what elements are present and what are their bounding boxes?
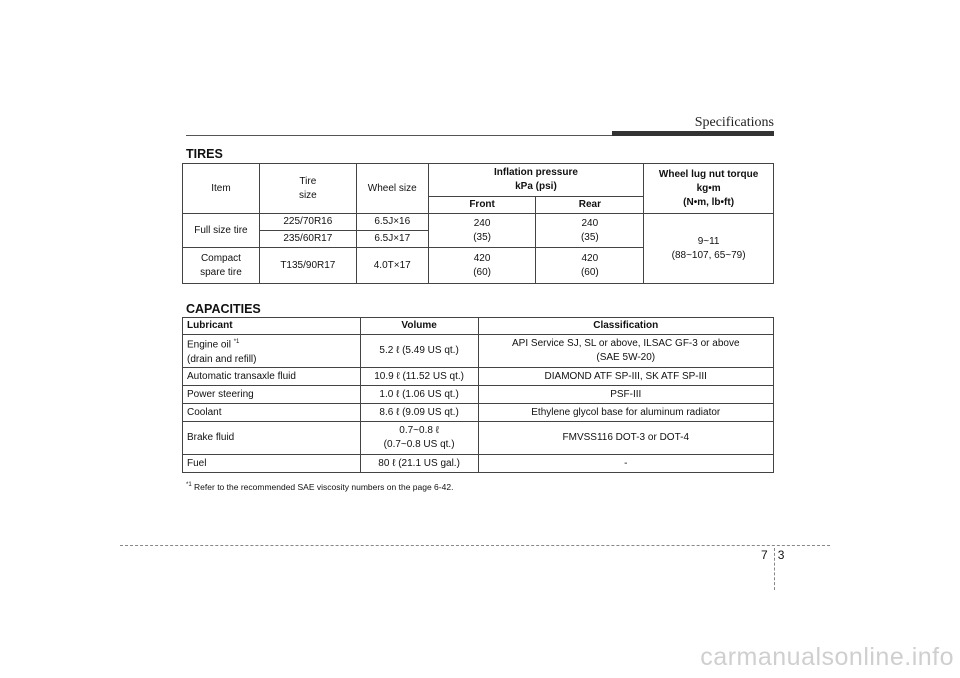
engine-oil-label (183, 335, 361, 368)
compact-wheel: 4.0T×17 (356, 248, 428, 284)
full-size-rear-psi: (35) (580, 231, 599, 243)
fuel-volume: 80 ℓ (21.1 US gal.) (360, 455, 478, 473)
cap-row-lubricant: Automatic transaxle fluid (183, 368, 361, 386)
footnote-text: Refer to the recommended SAE viscosity numbers on the page 6-42. (194, 482, 454, 492)
full-size-front-psi: (35) (473, 231, 491, 243)
cap-row-classification: PSF-III (478, 386, 773, 404)
cap-row-volume: 10.9 ℓ (11.52 US qt.) (360, 368, 478, 386)
compact-label (183, 248, 260, 284)
header-bar (612, 131, 774, 136)
capacities-table (182, 317, 774, 473)
cap-row-lubricant: Coolant (183, 404, 361, 422)
compact-label-line2: spare tire (200, 266, 242, 278)
header-inflation-line2: kPa (psi) (515, 181, 557, 192)
tires-section-title: TIRES (186, 147, 223, 161)
header-tire-size (259, 164, 356, 214)
header-title: Specifications (694, 115, 774, 130)
fuel-classification: - (478, 455, 773, 473)
full-size-tire-1: 225/70R16 (259, 214, 356, 231)
header-tire-size-line2: size (298, 189, 317, 201)
engine-oil-label-line2: (drain and refill) (187, 353, 257, 365)
compact-front-psi: (60) (473, 266, 491, 278)
cap-row-volume: 8.6 ℓ (9.09 US qt.) (360, 404, 478, 422)
compact-front (428, 248, 536, 284)
compact-rear-psi: (60) (580, 266, 599, 278)
page-number-value: 3 (777, 548, 785, 562)
header-item: Item (183, 164, 260, 214)
cap-header-classification: Classification (478, 318, 773, 335)
torque-value (644, 214, 774, 284)
capacities-section-title: CAPACITIES (186, 302, 261, 316)
engine-oil-volume: 5.2 ℓ (5.49 US qt.) (360, 335, 478, 368)
cap-row-volume: 1.0 ℓ (1.06 US qt.) (360, 386, 478, 404)
full-size-front (428, 214, 536, 248)
full-size-label: Full size tire (183, 214, 260, 248)
engine-oil-class-line2: (SAE 5W-20) (596, 352, 656, 363)
page-divider (120, 545, 830, 546)
engine-oil-classification (478, 335, 773, 368)
tires-table (182, 163, 774, 284)
brake-fluid-volume-line1: 0.7~0.8 ℓ (399, 425, 439, 436)
header-rear: Rear (536, 197, 644, 214)
torque-value-line2: (88~107, 65~79) (671, 249, 746, 261)
brake-fluid-label: Brake fluid (183, 422, 361, 455)
brake-fluid-volume-line2: (0.7~0.8 US qt.) (383, 439, 455, 450)
cap-row-lubricant: Power steering (183, 386, 361, 404)
engine-oil-class-line1: API Service SJ, SL or above, ILSAC GF-3 or above (512, 338, 740, 349)
header-torque (644, 164, 774, 214)
watermark: carmanualsonline.info (700, 643, 954, 671)
full-size-rear (536, 214, 644, 248)
cap-row-classification: DIAMOND ATF SP-III, SK ATF SP-III (478, 368, 773, 386)
torque-value-line1: 9~11 (697, 235, 720, 247)
compact-front-kpa: 420 (473, 252, 491, 264)
header-front: Front (428, 197, 536, 214)
cap-row-classification: Ethylene glycol base for aluminum radiator (478, 404, 773, 422)
compact-rear-kpa: 420 (581, 252, 599, 264)
header-inflation-line1: Inflation pressure (494, 167, 578, 178)
compact-tire: T135/90R17 (259, 248, 356, 284)
page-number (761, 548, 784, 562)
full-size-wheel-2: 6.5J×17 (356, 231, 428, 248)
full-size-tire-2: 235/60R17 (259, 231, 356, 248)
header-wheel-size: Wheel size (356, 164, 428, 214)
compact-rear (536, 248, 644, 284)
engine-oil-footnote-marker: *1 (233, 339, 240, 346)
full-size-wheel-1: 6.5J×16 (356, 214, 428, 231)
header-torque-line2: (N•m, lb•ft) (683, 196, 735, 208)
footnote (186, 482, 453, 492)
page-chapter: 7 (761, 548, 768, 562)
fuel-label: Fuel (183, 455, 361, 473)
brake-fluid-classification: FMVSS116 DOT-3 or DOT-4 (478, 422, 773, 455)
compact-label-line1: Compact (200, 252, 241, 264)
footnote-marker: *1 (186, 482, 192, 489)
engine-oil-label-line1: Engine oil (187, 339, 231, 351)
header-inflation (428, 164, 644, 197)
cap-header-volume: Volume (360, 318, 478, 335)
full-size-front-kpa: 240 (473, 217, 491, 229)
header-torque-line1: Wheel lug nut torque kg•m (658, 168, 759, 194)
header-tire-size-line1: Tire (299, 175, 317, 187)
cap-header-lubricant: Lubricant (183, 318, 361, 335)
brake-fluid-volume (360, 422, 478, 455)
full-size-rear-kpa: 240 (581, 217, 599, 229)
